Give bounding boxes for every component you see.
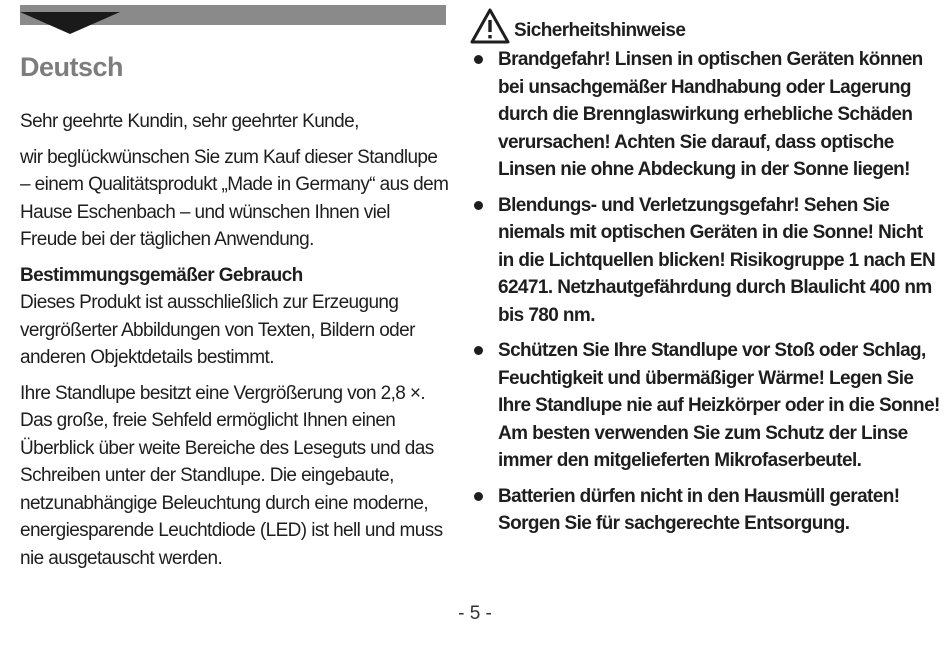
safety-item (470, 483, 940, 538)
safety-item-text: Batterien dürfen nicht in den Hausmüll geraten! Sorgen Sie für sachgerechte Entsorgung. (498, 485, 900, 534)
safety-heading: Sicherheitshinweise (514, 19, 686, 41)
safety-item-text: Blendungs- und Verletzungsgefahr! Sehen Sie niemals mit optischen Geräten in die Sonne! Nicht in die Lichtquellen blicken! Risikogruppe 1 nach EN 62471. Netzhautgefährdung durch Blaulicht 400 nm bis 780 nm. (498, 194, 936, 326)
safety-item (470, 337, 940, 475)
intro-paragraph: wir beglückwünschen Sie zum Kauf dieser Standlupe – einem Qualitätsprodukt „Made in Germany“ aus dem Hause Eschenbach – und wünschen Ihnen viel Freude bei der täglichen Anwendung. (20, 146, 449, 250)
safety-item (470, 46, 940, 184)
language-heading: Deutsch (20, 52, 124, 82)
description-paragraph: Ihre Standlupe besitzt eine Vergrößerung von 2,8 ×. Das große, freie Sehfeld ermöglicht Ihnen einen Überblick über weite Bereiche des Leseguts und das Schreiben unter der Standlupe. Die eingebaute, netzunabhängige Beleuchtung durch eine moderne, energiesparende Leuchtdiode (LED) ist hell und muss nie ausgetauscht werden. (20, 382, 443, 569)
safety-item-text: Schützen Sie Ihre Standlupe vor Stoß oder Schlag, Feuchtigkeit und übermäßiger Wärme! Legen Sie Ihre Standlupe nie auf Heizkörper oder in die Sonne! Am besten verwenden Sie zum Schutz der Linse immer den mitgelieferten Mikrofaserbeutel. (498, 340, 940, 471)
section-arrow-marker (20, 12, 120, 34)
bullet-icon (474, 201, 483, 210)
warning-triangle-icon (470, 8, 510, 44)
greeting-paragraph: Sehr geehrte Kundin, sehr geehrter Kunde, (20, 111, 359, 132)
safety-item-text: Brandgefahr! Linsen in optischen Geräten können bei unsachgemäßer Handhabung oder Lagerung durch die Brennglaswirkung erhebliche Schäden verursachen! Achten Sie darauf, dass optische Linsen nie ohne Abdeckung in der Sonne liegen! (498, 49, 923, 180)
page-number: - 5 - (458, 603, 492, 624)
right-column (470, 4, 940, 546)
intended-use-heading: Bestimmungsgemäßer Gebrauch (20, 264, 303, 286)
bullet-icon (474, 55, 483, 64)
intended-use-paragraph: Dieses Produkt ist ausschließlich zur Erzeugung vergrößerter Abbildungen von Texten, Bildern oder anderen Objektdetails bestimmt. (20, 292, 415, 368)
safety-list (470, 46, 940, 538)
left-column (20, 108, 450, 580)
bullet-icon (474, 492, 483, 501)
bullet-icon (474, 346, 483, 355)
safety-item (470, 192, 940, 330)
safety-header (470, 4, 940, 44)
